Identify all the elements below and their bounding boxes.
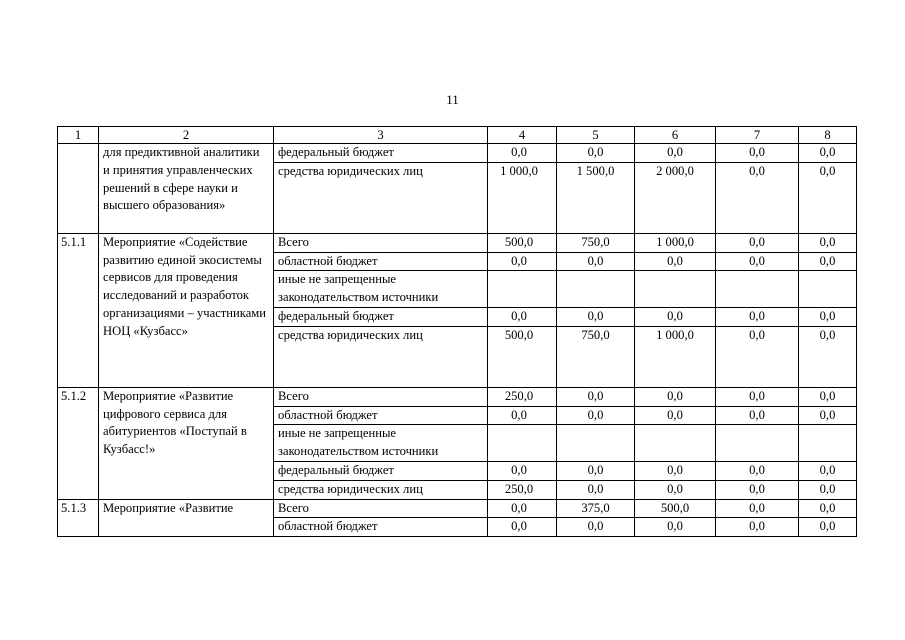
table-row [58, 499, 857, 518]
value-cell: 0,0 [716, 499, 799, 518]
source-cell: иные не запрещенные законодательством источники [274, 271, 488, 308]
value-cell: 0,0 [557, 144, 635, 163]
value-cell: 0,0 [716, 461, 799, 480]
value-cell: 0,0 [716, 480, 799, 499]
value-cell [799, 271, 857, 308]
value-cell: 0,0 [488, 461, 557, 480]
value-cell: 0,0 [799, 387, 857, 406]
value-cell: 1 000,0 [635, 326, 716, 387]
value-cell: 0,0 [799, 499, 857, 518]
funding-table [57, 126, 857, 537]
value-cell [799, 425, 857, 462]
value-cell: 250,0 [488, 387, 557, 406]
value-cell [488, 425, 557, 462]
code-cell: 5.1.3 [58, 499, 99, 537]
table-row [58, 387, 857, 406]
value-cell: 1 500,0 [557, 162, 635, 233]
source-cell: Всего [274, 387, 488, 406]
source-cell: областной бюджет [274, 252, 488, 271]
value-cell [716, 425, 799, 462]
table-row [58, 233, 857, 252]
value-cell: 0,0 [557, 461, 635, 480]
header-cell: 6 [635, 127, 716, 144]
value-cell: 0,0 [488, 307, 557, 326]
value-cell: 0,0 [635, 406, 716, 425]
value-cell: 0,0 [799, 480, 857, 499]
value-cell: 0,0 [488, 499, 557, 518]
value-cell: 0,0 [799, 252, 857, 271]
value-cell: 0,0 [635, 518, 716, 537]
source-cell: областной бюджет [274, 518, 488, 537]
source-cell: федеральный бюджет [274, 307, 488, 326]
value-cell: 0,0 [799, 518, 857, 537]
value-cell: 375,0 [557, 499, 635, 518]
value-cell: 0,0 [557, 406, 635, 425]
activity-name: для предиктивной аналитики и принятия управленческих решений в сфере науки и высшего образования» [99, 144, 274, 234]
value-cell: 0,0 [799, 144, 857, 163]
value-cell: 0,0 [716, 518, 799, 537]
code-cell: 5.1.2 [58, 387, 99, 499]
code-cell: 5.1.1 [58, 233, 99, 387]
value-cell: 500,0 [488, 233, 557, 252]
value-cell: 0,0 [635, 480, 716, 499]
value-cell: 0,0 [716, 326, 799, 387]
header-cell: 4 [488, 127, 557, 144]
value-cell: 2 000,0 [635, 162, 716, 233]
value-cell: 0,0 [799, 326, 857, 387]
value-cell: 0,0 [488, 406, 557, 425]
source-cell: средства юридических лиц [274, 326, 488, 387]
activity-name: Мероприятие «Развитие [99, 499, 274, 537]
value-cell: 0,0 [799, 233, 857, 252]
value-cell: 0,0 [799, 461, 857, 480]
header-cell: 7 [716, 127, 799, 144]
activity-name: Мероприятие «Развитие цифрового сервиса для абитуриентов «Поступай в Кузбасс!» [99, 387, 274, 499]
value-cell: 500,0 [635, 499, 716, 518]
value-cell: 0,0 [557, 252, 635, 271]
value-cell: 250,0 [488, 480, 557, 499]
value-cell [635, 271, 716, 308]
value-cell: 0,0 [716, 252, 799, 271]
value-cell: 0,0 [635, 252, 716, 271]
value-cell: 0,0 [716, 233, 799, 252]
value-cell: 0,0 [716, 307, 799, 326]
value-cell: 1 000,0 [635, 233, 716, 252]
value-cell: 0,0 [635, 387, 716, 406]
header-cell: 2 [99, 127, 274, 144]
value-cell: 0,0 [716, 162, 799, 233]
value-cell: 0,0 [635, 144, 716, 163]
source-cell: иные не запрещенные законодательством источники [274, 425, 488, 462]
source-cell: Всего [274, 499, 488, 518]
code-cell [58, 144, 99, 234]
value-cell: 0,0 [557, 387, 635, 406]
value-cell: 750,0 [557, 233, 635, 252]
value-cell: 0,0 [488, 144, 557, 163]
header-cell: 3 [274, 127, 488, 144]
source-cell: областной бюджет [274, 406, 488, 425]
header-cell: 1 [58, 127, 99, 144]
table-row [58, 144, 857, 163]
value-cell: 0,0 [488, 252, 557, 271]
source-cell: средства юридических лиц [274, 480, 488, 499]
value-cell: 0,0 [488, 518, 557, 537]
activity-name: Мероприятие «Содействие развитию единой экосистемы сервисов для проведения исследований и разработок организациями – участниками НОЦ «Кузбасс» [99, 233, 274, 387]
value-cell: 0,0 [716, 406, 799, 425]
value-cell: 0,0 [557, 307, 635, 326]
value-cell: 0,0 [635, 461, 716, 480]
value-cell: 0,0 [799, 307, 857, 326]
value-cell [488, 271, 557, 308]
value-cell [635, 425, 716, 462]
value-cell: 0,0 [557, 480, 635, 499]
source-cell: средства юридических лиц [274, 162, 488, 233]
source-cell: федеральный бюджет [274, 461, 488, 480]
value-cell: 500,0 [488, 326, 557, 387]
value-cell: 0,0 [557, 518, 635, 537]
value-cell: 0,0 [799, 406, 857, 425]
page-number: 11 [446, 92, 459, 107]
value-cell [557, 425, 635, 462]
source-cell: Всего [274, 233, 488, 252]
value-cell [716, 271, 799, 308]
value-cell: 0,0 [635, 307, 716, 326]
value-cell: 0,0 [799, 162, 857, 233]
value-cell: 750,0 [557, 326, 635, 387]
header-cell: 8 [799, 127, 857, 144]
header-row [58, 127, 857, 144]
value-cell: 1 000,0 [488, 162, 557, 233]
value-cell [557, 271, 635, 308]
value-cell: 0,0 [716, 387, 799, 406]
header-cell: 5 [557, 127, 635, 144]
value-cell: 0,0 [716, 144, 799, 163]
source-cell: федеральный бюджет [274, 144, 488, 163]
